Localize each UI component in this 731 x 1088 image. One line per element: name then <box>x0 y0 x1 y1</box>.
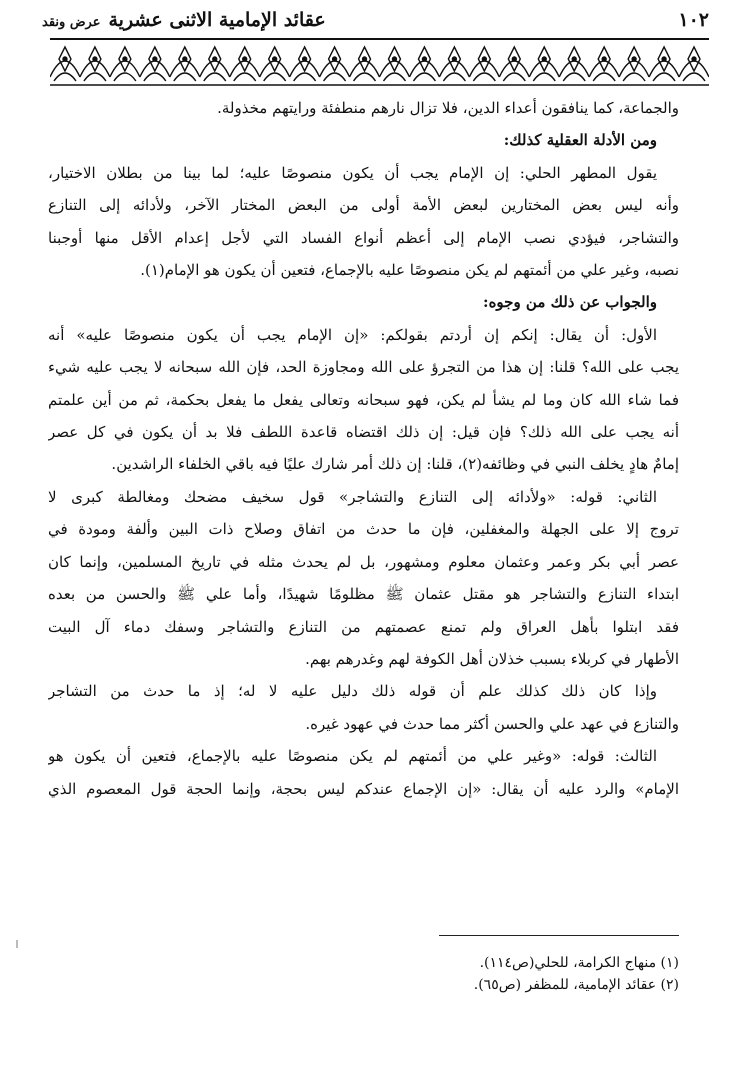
text-line: نصبه، وغير علي من أئمتهم لم يكن منصوصًا عليه بالإجماع، فتعين أن يكون هو الإمام(١). <box>140 261 679 280</box>
text-line: والجواب عن ذلك من وجوه: <box>483 293 657 312</box>
book-subtitle: عرض ونقد <box>42 15 101 30</box>
text-line: يقول المطهر الحلي: إن الإمام يجب أن يكون منصوصًا عليه؛ لما بينا من بطلان الاختيار، <box>48 163 657 182</box>
footnote-separator <box>439 935 679 936</box>
text-line: يجب على الله؟ قلنا: إن هذا من التجرؤ على الله ومجاوزة الحد، فإن الله سبحانه لا يجب عليه شيء <box>48 358 679 377</box>
book-title: عقائد الإمامية الاثنى عشرية <box>108 9 326 31</box>
text-line: ومن الأدلة العقلية كذلك: <box>503 131 657 150</box>
page-header <box>36 4 709 36</box>
decorative-border-ornament <box>50 37 709 87</box>
text-line: الإمام» والرد عليه أن يقال: «إن الإجماع عندكم ليس بحجة، وإنما الحجة قول المعصوم الذي <box>48 779 679 798</box>
text-line: الأطهار في كربلاء بسبب خذلان أهل الكوفة لهم وغدرهم بهم. <box>305 649 679 668</box>
text-line: فما شاء الله كان وما لم يشأ لم يكن، فهو سبحانه وتعالى يفعل ما يفعل بحكمة، ثم من أين علمتم <box>48 390 679 409</box>
text-line: تروج إلا على الجهلة والمغفلين، فإن ما حدث من اتفاق وصلاح ذات البين وألفة ومودة في <box>48 520 679 539</box>
text-line: الثاني: قوله: «ولأدائه إلى التنازع والتشاجر» قول سخيف مضحك ومغالطة كبرى لا <box>48 487 657 506</box>
text-line: الثالث: قوله: «وغير علي من أئمتهم لم يكن منصوصًا عليه بالإجماع، فتعين أن يكون هو <box>48 747 657 766</box>
footnotes <box>48 952 679 996</box>
footnote: (٢) عقائد الإمامية، للمظفر (ص٦٥). <box>473 977 679 993</box>
footnote: (١) منهاج الكرامة، للحلي(ص١١٤). <box>479 955 679 971</box>
margin-mark <box>16 940 18 948</box>
text-line: والتشاجر، فيؤدي نصب الإمام إلى أعظم أنواع الفساد التي لأجل إعدام الأقل منها أوجبنا <box>48 228 679 247</box>
running-title <box>36 9 666 31</box>
text-line: عصر أبي بكر وعمر وعثمان معلوم ومشهور، بل لم يحدث مثله في تاريخ المسلمين، وإنما كان <box>48 552 679 571</box>
text-line: الأول: أن يقال: إنكم إن أردتم بقولكم: «إن الإمام يجب أن يكون منصوصًا عليه» أنه <box>48 325 657 344</box>
text-line: إمامٌ هادٍ يخلف النبي في وظائفه(٢)، قلنا: إن ذلك أمر شارك عليًا فيه باقي الخلفاء الراشدين. <box>111 455 679 474</box>
text-line: فقد ابتلوا بأهل العراق ولم تمنع عصمتهم من التنازع والتشاجر وسفك دماء آل البيت <box>48 617 679 636</box>
ornament-icon <box>50 37 709 87</box>
text-line: والجماعة، كما ينافقون أعداء الدين، فلا تزال نارهم منطفئة ورايتهم مخذولة. <box>217 99 679 117</box>
text-line: وأنه ليس بعض المختارين لبعض الأمة أولى من البعض المختار الآخر، ولأدائه إلى التنازع <box>48 196 679 215</box>
text-line: ابتداء التنازع والتشاجر هو مقتل عثمان ﷺ مظلومًا شهيدًا، وأما علي ﷺ والحسن من بعده <box>48 585 679 604</box>
text-line: وإذا كان ذلك كذلك علم أن قوله ذلك دليل عليه لا له؛ إذ ما حدث من التشاجر <box>48 682 657 701</box>
page-number: ١٠٢ <box>678 9 709 31</box>
text-line: والتنازع في عهد علي والحسن أكثر مما حدث في عهود غيره. <box>305 714 679 733</box>
main-text <box>48 92 679 805</box>
text-line: أنه يجب على الله ذلك؟ فإن قيل: إن ذلك اقتضاه قاعدة اللطف فلا بد أن يكون في كل عصر <box>48 423 679 442</box>
